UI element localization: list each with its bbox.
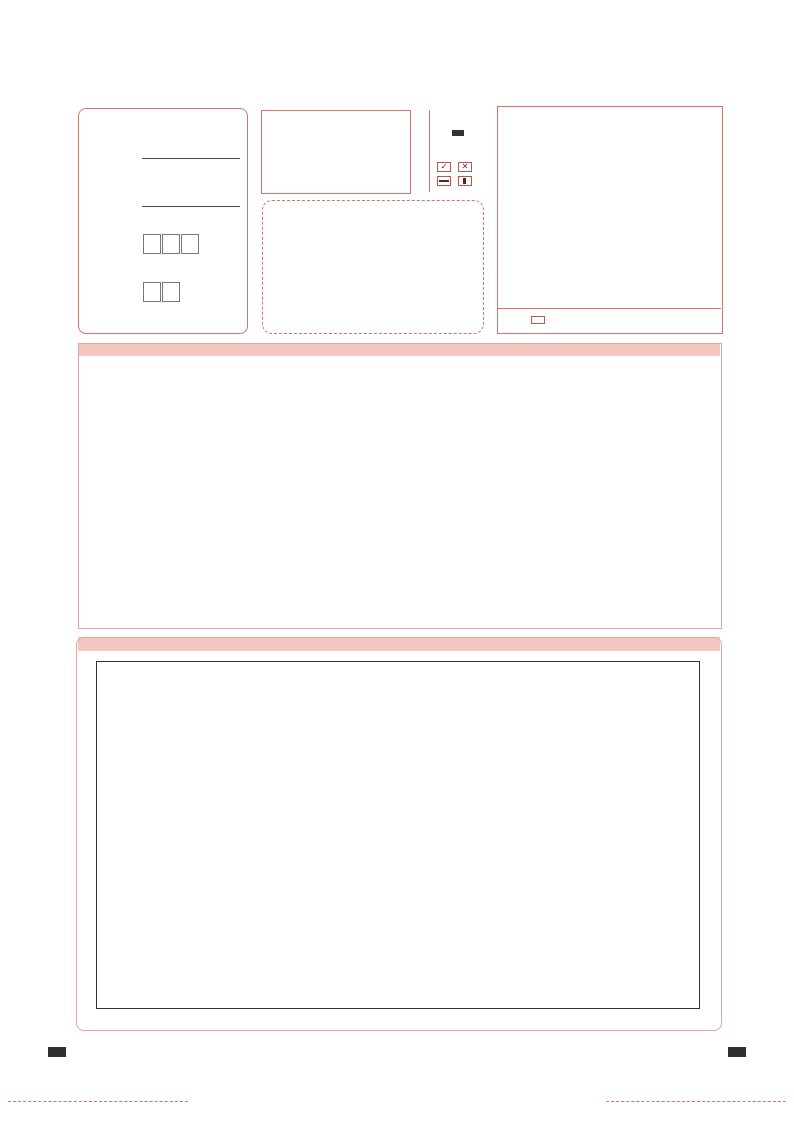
cut-line-right [606, 1101, 786, 1102]
wrong-check-mark: ✓ [437, 162, 451, 172]
corner-mark-bottom-right [728, 1047, 746, 1057]
writing-area[interactable] [96, 661, 700, 1009]
cut-line-left [8, 1101, 188, 1102]
wrong-cross-mark: ✕ [458, 162, 472, 172]
corner-mark-bottom-left [48, 1047, 66, 1057]
